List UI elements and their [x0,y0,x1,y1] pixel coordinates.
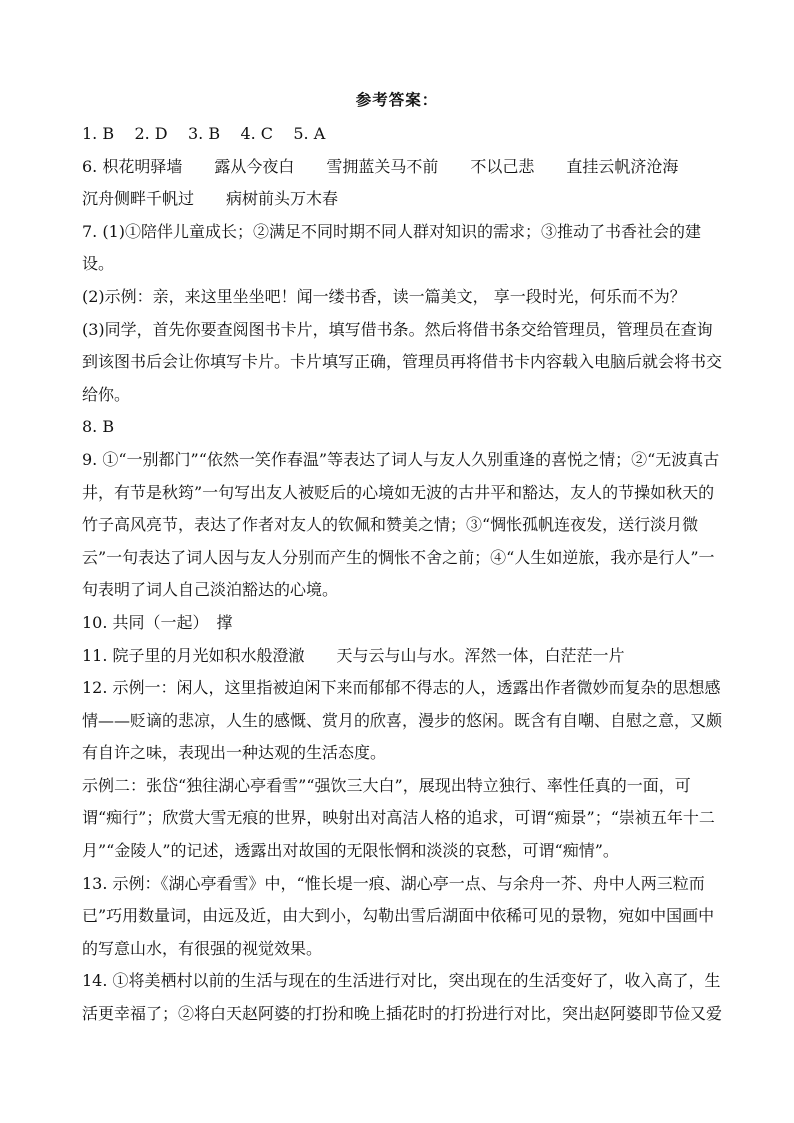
answer-6-line-1: 6. 枳花明驿墙 露从今夜白 雪拥蓝关马不前 不以己悲 直挂云帆济沧海 [82,156,679,176]
answer-4: 4. C [240,124,274,143]
answer-1: 1. B [82,124,115,143]
answer-7-part-2: (2)示例：亲，来这里坐坐吧！闻一缕书香，读一篇美文， 享一段时光，何乐而不为？ [82,286,686,306]
answers-1-5 [82,118,722,151]
answer-7-part-3: (3)同学，首先你要查阅图书卡片，填写借书条。然后将借书条交给管理员，管理员在查询到该图书后会让你填写卡片。卡片填写正确，管理员再将借书卡内容载入电脑后就会将书交给你。 [82,319,723,404]
answer-12-example-1: 12. 示例一：闲人，这里指被迫闲下来而郁郁不得志的人，透露出作者微妙而复杂的思想感情——贬谪的悲凉，人生的感慨、赏月的欣喜，漫步的悠闲。既含有自嘲、自慰之意，又颇有自许之味，表现出一种达观的生活态度。 [82,678,723,763]
answer-7-part-1: 7. (1)①陪伴儿童成长；②满足不同时期不同人群对知识的需求；③推动了书香社会的建设。 [82,221,702,274]
answer-6-line-2: 沉舟侧畔千帆过 病树前头万木春 [82,189,339,209]
page-title: 参考答案： [355,90,439,109]
answer-13: 13. 示例：《湖心亭看雪》中，“惟长堤一痕、湖心亭一点、与余舟一芥、舟中人两三粒而已”巧用数量词，由远及近，由大到小，勾勒出雪后湖面中依稀可见的景物，宛如中国画中的写意山水，有很强的视觉效果。 [82,873,715,958]
answer-3: 3. B [187,124,221,143]
answer-8: 8. B [82,417,115,437]
answer-11: 11. 院子里的月光如积水般澄澈 天与云与山与水。浑然一体，白茫茫一片 [82,645,625,665]
answer-12-example-2: 示例二：张岱“独往湖心亭看雪”“强饮三大白”，展现出特立独行、率性任真的一面，可谓“痴行”；欣赏大雪无痕的世界，映射出对高洁人格的追求，可谓“痴景”；“崇祯五年十二月”“金陵人”的记述，透露出对故国的无限怅惘和淡淡的哀愁，可谓“痴情”。 [82,775,715,861]
answer-5: 5. A [293,124,326,143]
answer-10: 10. 共同（一起） 撑 [82,612,233,632]
answer-content [82,118,722,1031]
answer-9: 9. ①“一别都门”“依然一笑作春温”等表达了词人与友人久别重逢的喜悦之情；②“无波真古井，有节是秋筠”一句写出友人被贬后的心境如无波的古井平和豁达，友人的节操如秋天的竹子高风亮节，表达了作者对友人的钦佩和赞美之情；③“惆怅孤帆连夜发，送行淡月微云”一句表达了词人因与友人分别而产生的惆怅不舍之前；④“人生如逆旅，我亦是行人”一句表明了词人自己淡泊豁达的心境。 [82,449,720,600]
answer-2: 2. D [134,124,168,143]
answer-14: 14. ①将美栖村以前的生活与现在的生活进行对比，突出现在的生活变好了，收入高了，生活更幸福了；②将白天赵阿婆的打扮和晚上插花时的打扮进行对比，突出赵阿婆即节俭又爱 [82,971,723,1024]
